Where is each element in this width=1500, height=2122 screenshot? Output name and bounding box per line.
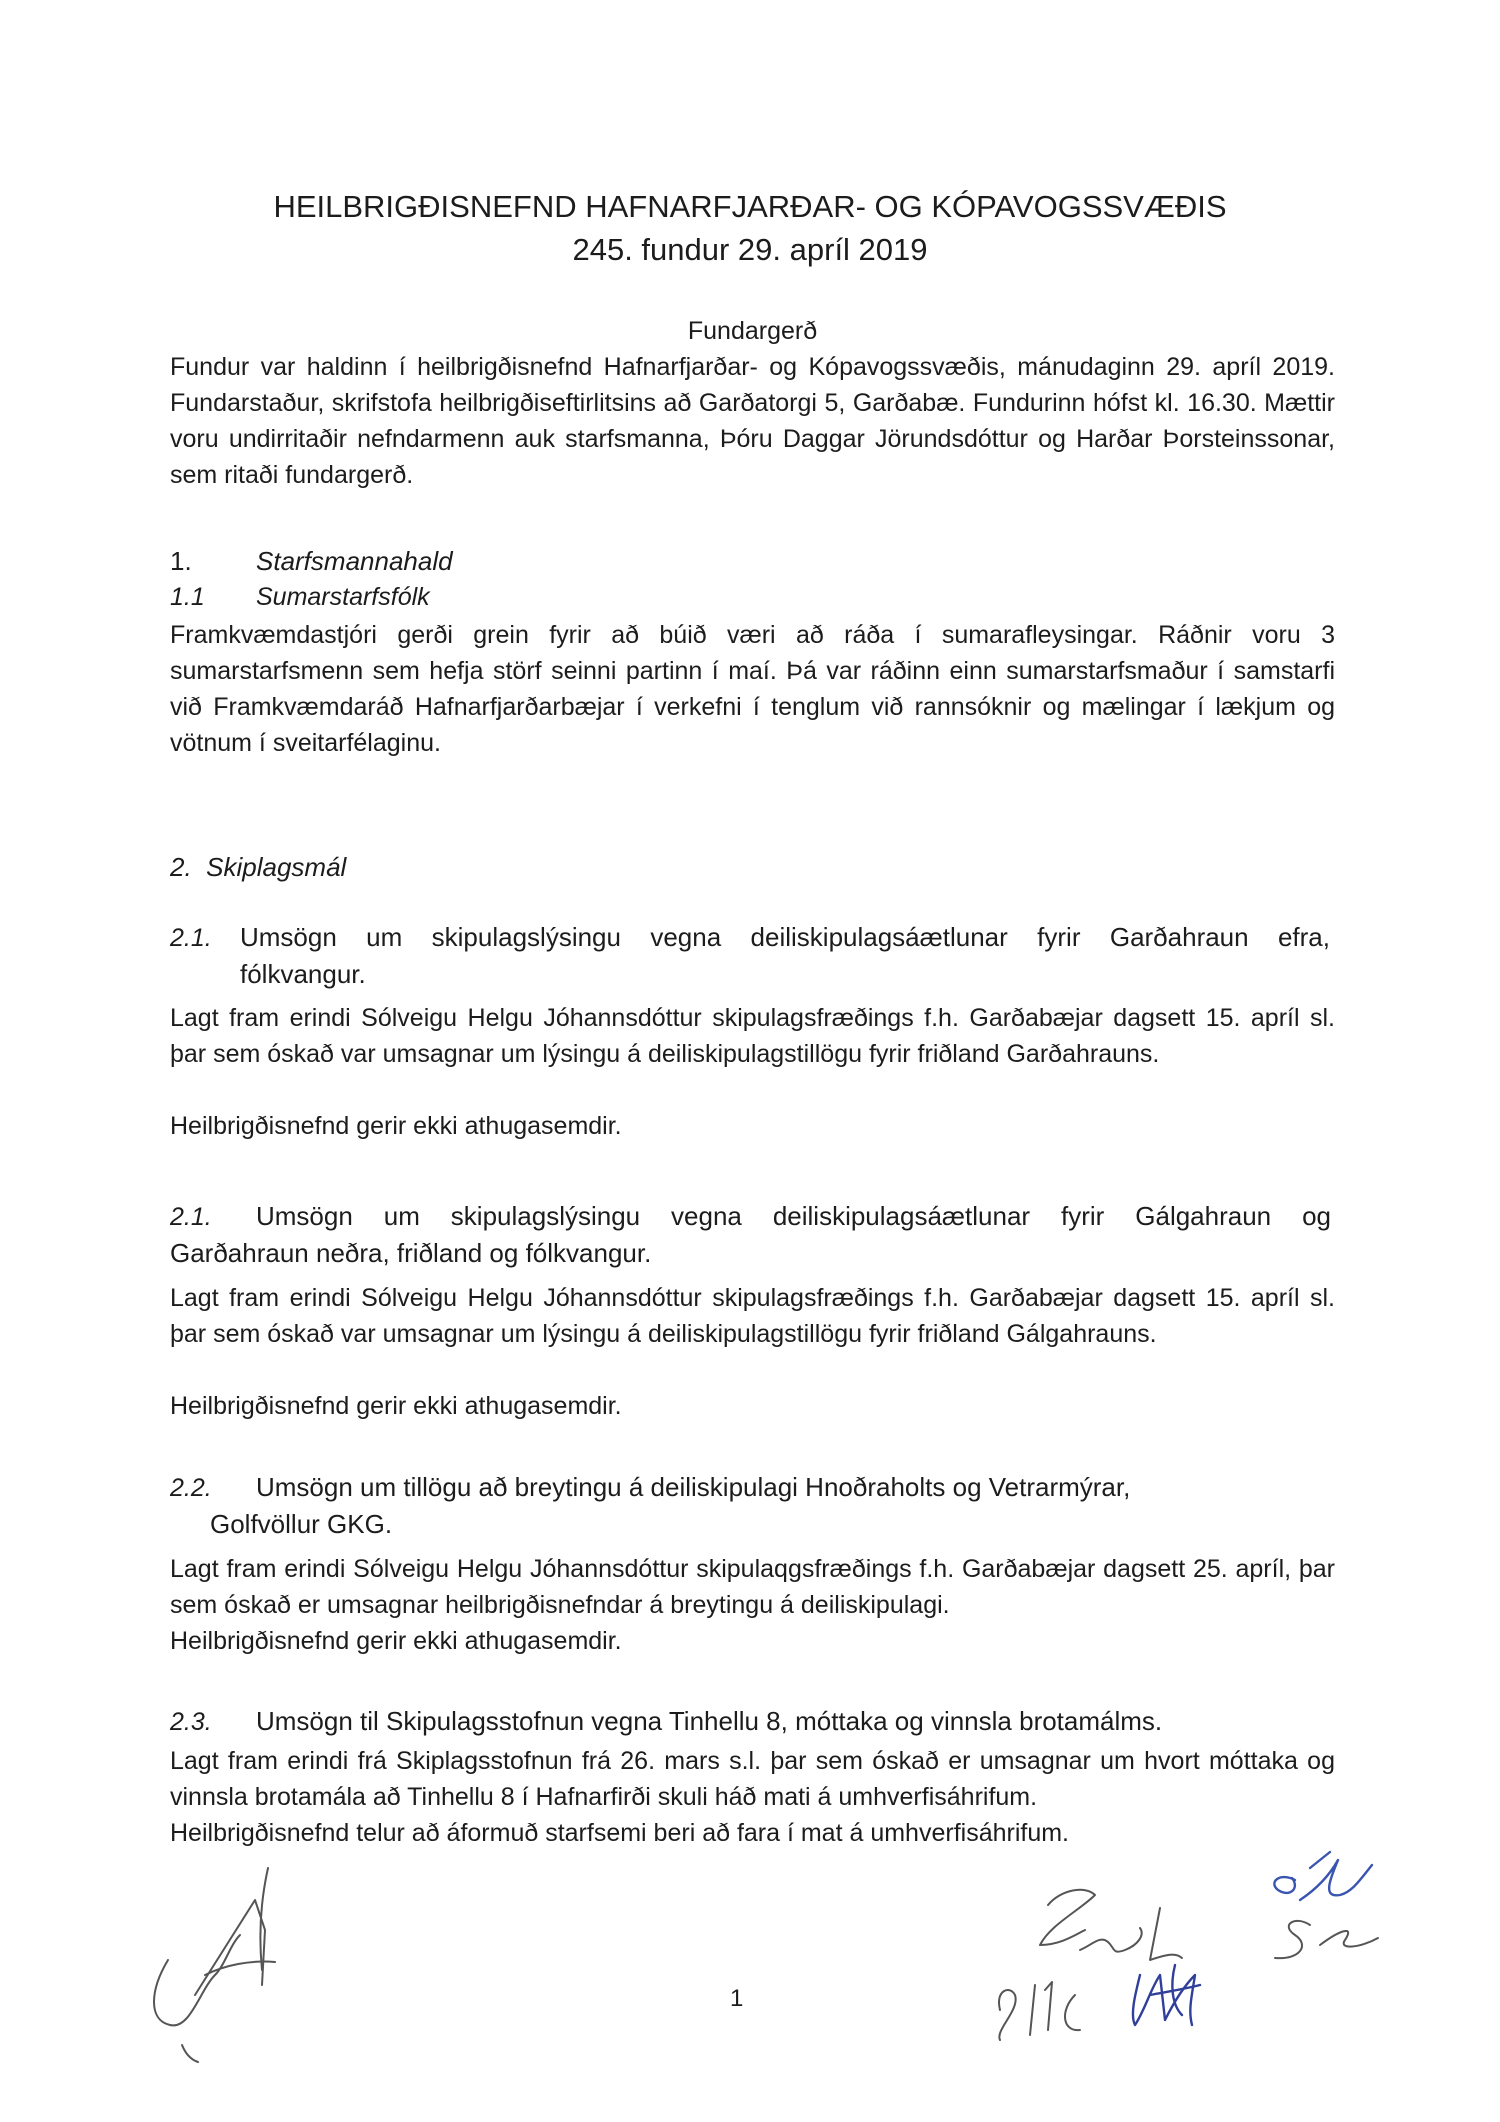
agenda-item-text: Lagt fram erindi frá Skiplagsstofnun frá 26. mars s.l. þar sem óskað er umsagnar um hvort móttaka og vinnsla brotamála að Tinhellu 8 í Hafnarfirði skuli háð mati á umhverfisáhrifum. <box>170 1747 1335 1811</box>
signature-middle-ink <box>1133 1965 1200 2025</box>
section-1-1-number: 1.1 <box>170 583 205 611</box>
agenda-item-title-line1: Umsögn til Skipulagsstofnun vegna Tinhellu 8, móttaka og vinnsla brotamálms. <box>256 1706 1163 1736</box>
agenda-item-title-line2: fólkvangur. <box>240 959 366 989</box>
minutes-heading: Fundargerð <box>687 317 818 345</box>
agenda-item-decision: Heilbrigðisnefnd gerir ekki athugasemdir. <box>170 1112 622 1140</box>
agenda-item-text: Lagt fram erindi Sólveigu Helgu Jóhannsdóttur skipulagsfræðings f.h. Garðabæjar dagsett 15. apríl sl. þar sem óskað var umsagnar um lýsingu á deiliskipulagstillögu fyrir friðland Gálgahrauns. <box>170 1284 1335 1348</box>
agenda-item-title-line1: Umsögn um tillögu að breytingu á deiliskipulagi Hnoðraholts og Vetrarmýrar, <box>256 1472 1131 1502</box>
section-2-number: 2. <box>170 852 192 882</box>
agenda-item-text: Lagt fram erindi Sólveigu Helgu Jóhannsdóttur skipulagsfræðings f.h. Garðabæjar dagsett 15. apríl sl. þar sem óskað var umsagnar um lýsingu á deiliskipulagstillögu fyrir friðland Garðahrauns. <box>170 1004 1335 1068</box>
agenda-item-number: 2.2. <box>170 1474 212 1502</box>
signature-right-pencil <box>1275 1921 1378 1958</box>
section-1-title: Starfsmannahald <box>256 546 453 576</box>
page-number: 1 <box>730 1985 744 2012</box>
agenda-item-number: 2.1. <box>170 1203 212 1231</box>
agenda-item-title-line2: Golfvöllur GKG. <box>210 1509 393 1539</box>
section-2-title: Skiplagsmál <box>206 852 347 882</box>
document-title: HEILBRIGÐISNEFND HAFNARFJARÐAR- OG KÓPAVOGSSVÆÐIS <box>273 189 1227 224</box>
intro-paragraph: Fundur var haldinn í heilbrigðisnefnd Hafnarfjarðar- og Kópavogssvæðis, mánudaginn 29. apríl 2019. Fundarstaður, skrifstofa heilbrigðiseftirlitsins að Garðatorgi 5, Garðabæ. Fundurinn hófst kl. 16.30. Mættir voru undirritaðir nefndarmenn auk starfsmanna, Þóru Daggar Jörundsdóttur og Harðar Þorsteinssonar, sem ritaði fundargerð. <box>170 353 1335 489</box>
section-1-number: 1. <box>170 546 192 576</box>
signature-right-ink <box>1274 1852 1372 1900</box>
agenda-item-decision: Heilbrigðisnefnd gerir ekki athugasemdir. <box>170 1627 622 1655</box>
agenda-item-title-line2: Garðahraun neðra, friðland og fólkvangur. <box>170 1238 652 1268</box>
agenda-item-decision: Heilbrigðisnefnd gerir ekki athugasemdir. <box>170 1392 622 1420</box>
section-1-1-title: Sumarstarfsfólk <box>256 583 430 611</box>
meeting-number-date: 245. fundur 29. apríl 2019 <box>572 232 928 267</box>
agenda-item-title-line1: Umsögn um skipulagslýsingu vegna deiliskipulagsáætlunar fyrir Garðahraun efra, <box>240 922 1330 952</box>
agenda-item-decision: Heilbrigðisnefnd telur að áformuð starfsemi beri að fara í mat á umhverfisáhrifum. <box>170 1819 1069 1847</box>
signature-left-pencil <box>154 1868 275 2062</box>
agenda-item-number: 2.3. <box>170 1708 212 1736</box>
signature-middle-pencil <box>999 1890 1182 2040</box>
section-1-1-text: Framkvæmdastjóri gerði grein fyrir að búið væri að ráða í sumarafleysingar. Ráðnir voru 3 sumarstarfsmenn sem hefja störf seinni partinn í maí. Þá var ráðinn einn sumarstarfsmaður í samstarfi við Framkvæmdaráð Hafnarfjarðarbæjar í verkefni í tenglum við rannsóknir og mælingar í lækjum og vötnum í sveitarfélaginu. <box>170 621 1335 757</box>
agenda-item-title-line1: Umsögn um skipulagslýsingu vegna deiliskipulagsáætlunar fyrir Gálgahraun og <box>256 1201 1331 1231</box>
agenda-item-number: 2.1. <box>170 924 212 952</box>
agenda-item-text: Lagt fram erindi Sólveigu Helgu Jóhannsdóttur skipulaqgsfræðings f.h. Garðabæjar dagsett 25. apríl, þar sem óskað er umsagnar heilbrigðisnefndar á breytingu á deiliskipulagi. <box>170 1555 1335 1619</box>
